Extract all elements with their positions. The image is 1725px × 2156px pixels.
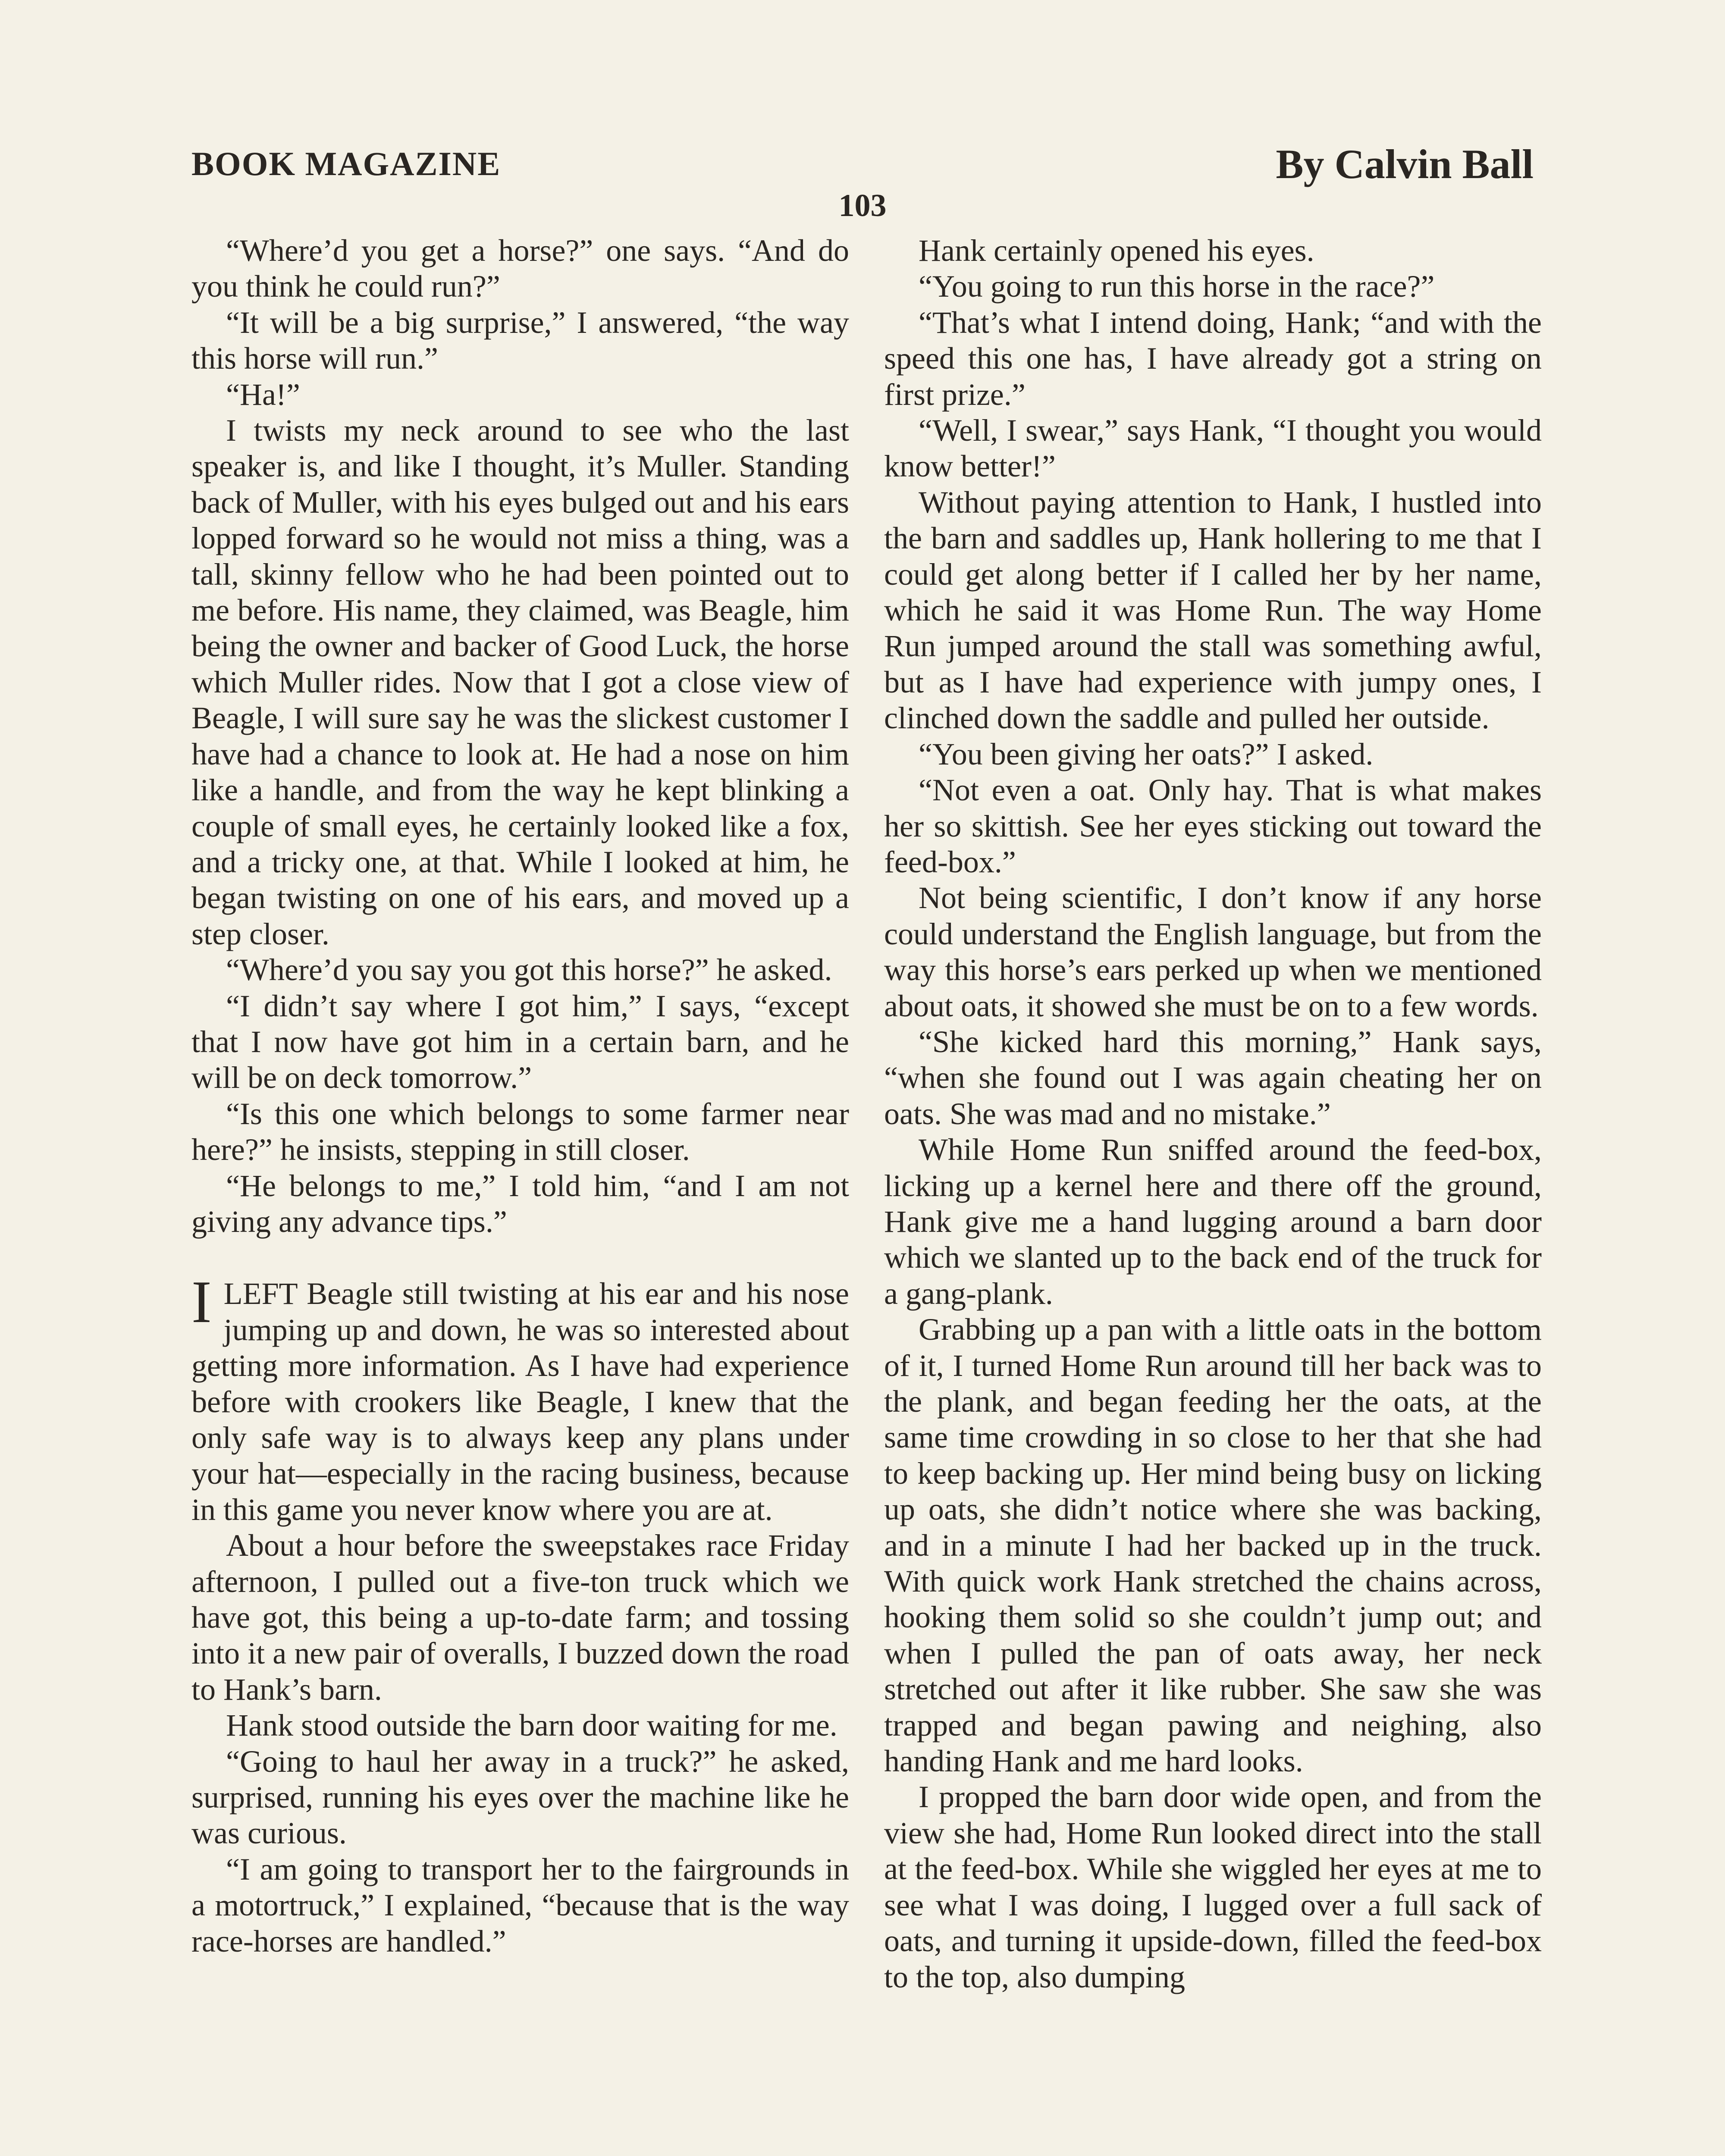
paragraph: “She kicked hard this morning,” Hank says, “when she found out I was again cheating her on oats. She was mad and no mistake.” <box>884 1024 1542 1131</box>
paragraph: “It will be a big surprise,” I answered, “the way this horse will run.” <box>191 305 849 376</box>
paragraph: “Not even a oat. Only hay. That is what makes her so skittish. See her eyes sticking out toward the feed-box.” <box>884 773 1542 879</box>
author-byline: By Calvin Ball <box>1276 141 1534 187</box>
paragraph: I propped the barn door wide open, and from the view she had, Home Run looked direct into the stall at the feed-box. While she wiggled her eyes at me to see what I was doing, I lugged over a full sack of oats, and turning it upside-down, filled the feed-box to the top, also dumping <box>884 1780 1542 1994</box>
paragraph: “Well, I swear,” says Hank, “I thought you would know better!” <box>884 413 1542 484</box>
paragraph: “I am going to transport her to the fairgrounds in a motortruck,” I explained, “because that is the way race-horses are handled.” <box>191 1852 849 1959</box>
paragraph: Without paying attention to Hank, I hustled into the barn and saddles up, Hank hollering to me that I could get along better if I called her by her name, which he said it was Home Run. The way Home Run jumped around the stall was something awful, but as I have had experience with jumpy ones, I clinched down the saddle and pulled her outside. <box>884 485 1542 736</box>
paragraph: While Home Run sniffed around the feed-box, licking up a kernel here and there off the ground, Hank give me a hand lugging around a barn door which we slanted up to the back end of the truck for a gang-plank. <box>884 1132 1542 1311</box>
left-column <box>191 233 849 1959</box>
page-number: 103 <box>838 188 887 223</box>
paragraph: “Going to haul her away in a truck?” he asked, surprised, running his eyes over the machine like he was curious. <box>191 1744 849 1851</box>
right-column <box>884 233 1542 1995</box>
paragraph: Grabbing up a pan with a little oats in the bottom of it, I turned Home Run around till her back was to the plank, and began feeding her the oats, at the same time crowding in so close to her that she had to keep backing up. Her mind being busy on licking up oats, she didn’t notice where she was backing, and in a minute I had her backed up in the truck. With quick work Hank stretched the chains across, hooking them solid so she couldn’t jump out; and when I pulled the pan of oats away, her neck stretched out after it like rubber. She saw she was trapped and began pawing and neighing, also handing Hank and me hard looks. <box>884 1312 1542 1779</box>
drop-cap: I <box>191 1269 212 1336</box>
paragraph-text: LEFT Beagle still twisting at his ear and his nose jumping up and down, he was so interested about getting more information. As I have had experience before with crookers like Beagle, I knew that the only safe way is to always keep any plans under your hat—especially in the racing business, because in this game you never know where you are at. <box>191 1276 849 1527</box>
paragraph: “Ha!” <box>226 377 300 412</box>
paragraph: “He belongs to me,” I told him, “and I am not giving any advance tips.” <box>191 1168 849 1239</box>
paragraph: “You going to run this horse in the race?” <box>919 269 1435 304</box>
paragraph: “Where’d you say you got this horse?” he asked. <box>226 953 832 987</box>
paragraph: “Is this one which belongs to some farmer near here?” he insists, stepping in still closer. <box>191 1096 849 1167</box>
section-opening-paragraph <box>191 1269 849 1528</box>
paragraph: “I didn’t say where I got him,” I says, “except that I now have got him in a certain barn, and he will be on deck tomorrow.” <box>191 988 849 1095</box>
paragraph: “That’s what I intend doing, Hank; “and with the speed this one has, I have already got a string on first prize.” <box>884 305 1542 412</box>
paragraph: Hank certainly opened his eyes. <box>919 233 1314 268</box>
paragraph: “Where’d you get a horse?” one says. “And do you think he could run?” <box>191 233 849 304</box>
paragraph: Not being scientific, I don’t know if any horse could understand the English language, but from the way this horse’s ears perked up when we mentioned about oats, it showed she must be on to a few words. <box>884 881 1542 1023</box>
magazine-title: BOOK MAGAZINE <box>191 145 501 182</box>
paragraph: “You been giving her oats?” I asked. <box>919 736 1374 771</box>
paragraph: About a hour before the sweepstakes race Friday afternoon, I pulled out a five-ton truck which we have got, this being a up-to-date farm; and tossing into it a new pair of overalls, I buzzed down the road to Hank’s barn. <box>191 1528 849 1707</box>
paragraph: I twists my neck around to see who the last speaker is, and like I thought, it’s Muller. Standing back of Muller, with his eyes bulged out and his ears lopped forward so he would not miss a thing, was a tall, skinny fellow who he had been pointed out to me before. His name, they claimed, was Beagle, him being the owner and backer of Good Luck, the horse which Muller rides. Now that I got a close view of Beagle, I will sure say he was the slickest customer I have had a chance to look at. He had a nose on him like a handle, and from the way he kept blinking a couple of small eyes, he certainly looked like a fox, and a tricky one, at that. While I looked at him, he began twisting on one of his ears, and moved up a step closer. <box>191 413 849 951</box>
paragraph: Hank stood outside the barn door waiting for me. <box>226 1708 837 1743</box>
